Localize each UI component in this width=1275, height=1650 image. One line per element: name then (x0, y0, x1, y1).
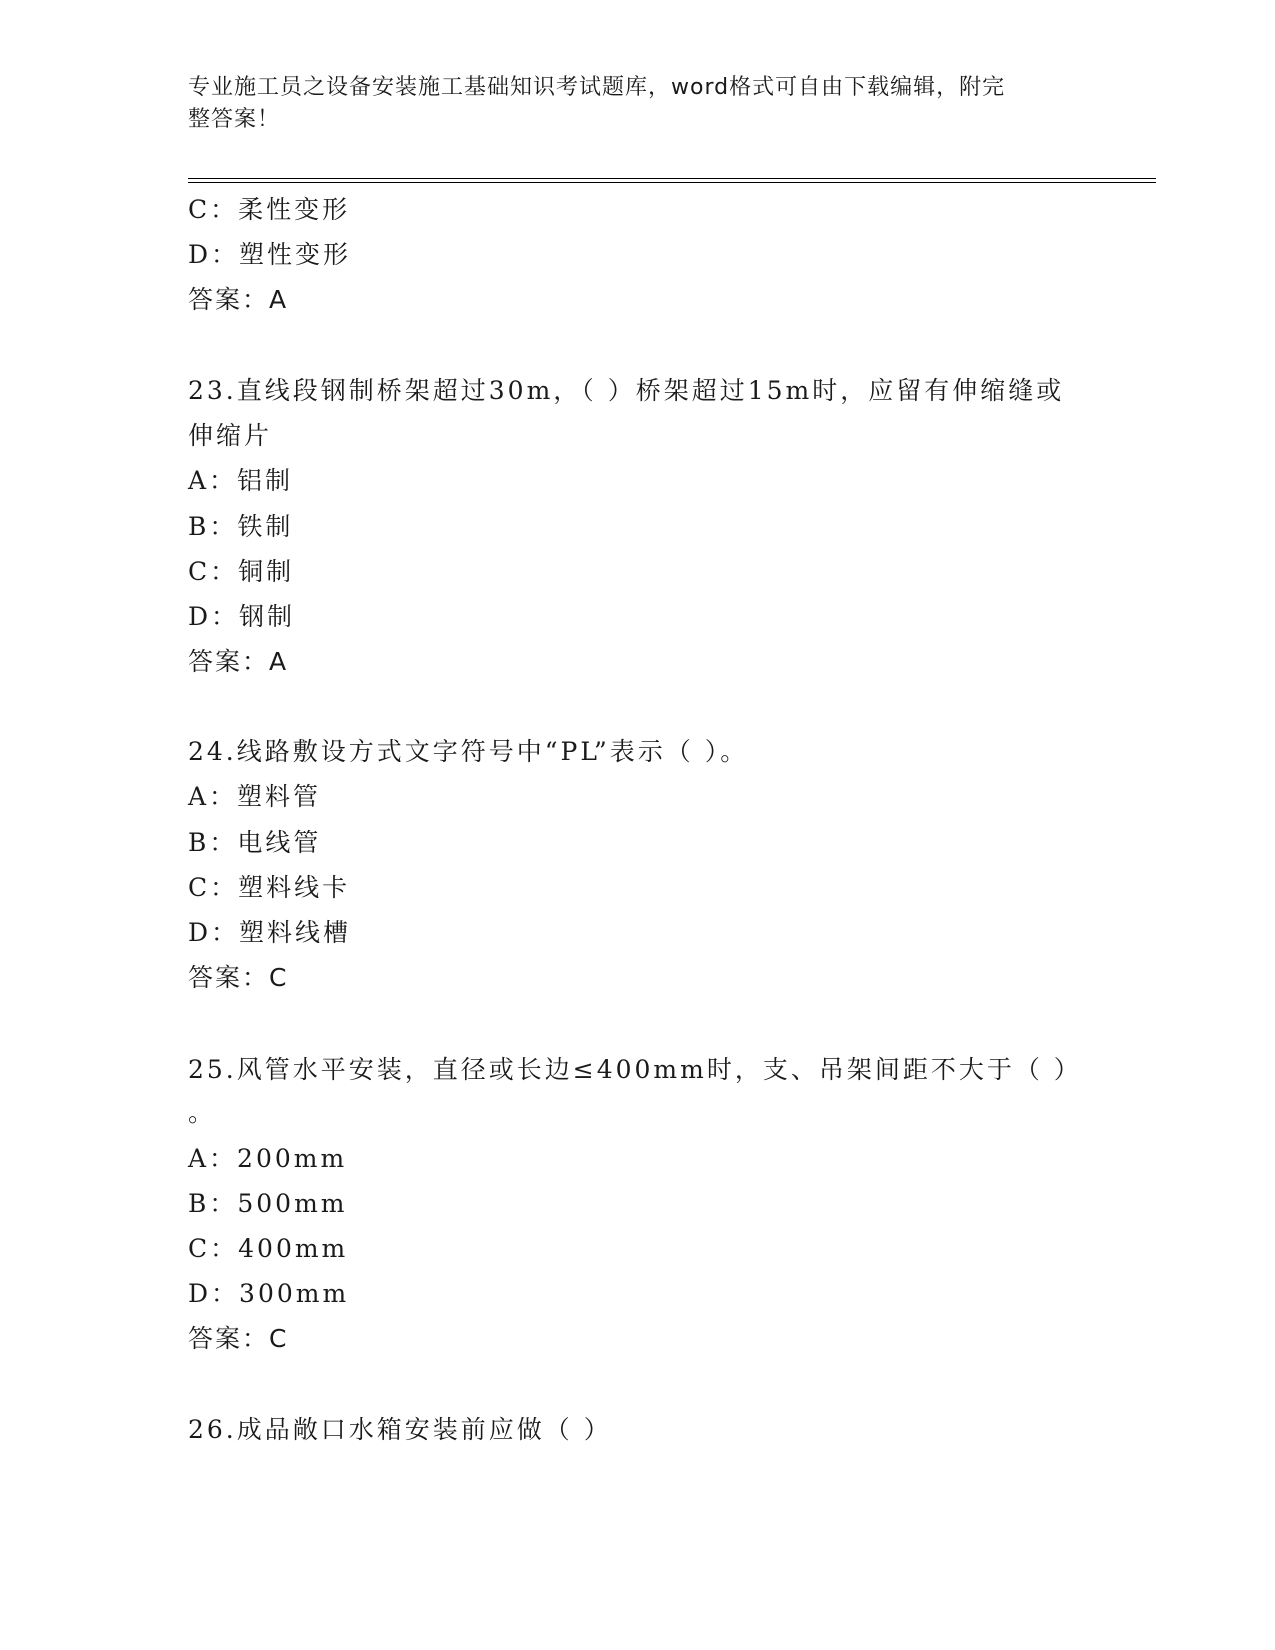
option-c-q23: C：铜制 (188, 557, 295, 586)
answer-q23: 答案：A (188, 647, 289, 676)
question-26: 26.成品敞口水箱安装前应做（ ） (188, 1415, 612, 1444)
option-b-q24: B：电线管 (188, 828, 322, 857)
header-divider-top (188, 178, 1156, 179)
question-24: 24.线路敷设方式文字符号中“PL”表示（ ）。 (188, 737, 749, 766)
option-a-q24: A：塑料管 (188, 782, 322, 811)
option-b-q23: B：铁制 (188, 512, 294, 541)
answer-q25: 答案：C (188, 1324, 289, 1353)
question-23-line-1: 23.直线段钢制桥架超过30m，（ ）桥架超过15m时，应留有伸缩缝或 (188, 376, 1065, 405)
header-line-2: 整答案！ (188, 107, 281, 132)
answer-q24: 答案：C (188, 963, 289, 992)
option-c-q24: C：塑料线卡 (188, 873, 351, 902)
question-25-line-1: 25.风管水平安装，直径或长边≤400mm时，支、吊架间距不大于（ ） (188, 1055, 1082, 1084)
question-23-line-2: 伸缩片 (188, 421, 273, 450)
header-line-1: 专业施工员之设备安装施工基础知识考试题库，word格式可自由下载编辑，附完 (188, 75, 1006, 100)
option-d-q25: D：300mm (188, 1279, 350, 1308)
option-a-q23: A：铝制 (188, 466, 294, 495)
option-a-q25: A：200mm (188, 1144, 348, 1173)
document-header (188, 72, 1088, 136)
option-d-q24: D：塑料线槽 (188, 918, 352, 947)
header-divider-bottom (188, 182, 1156, 183)
option-c-q25: C：400mm (188, 1234, 349, 1263)
option-d-q22: D：塑性变形 (188, 240, 352, 269)
answer-q22: 答案：A (188, 285, 289, 314)
question-25-line-2: 。 (188, 1098, 217, 1127)
option-d-q23: D：钢制 (188, 602, 296, 631)
option-b-q25: B：500mm (188, 1189, 348, 1218)
option-c-q22: C：柔性变形 (188, 195, 351, 224)
